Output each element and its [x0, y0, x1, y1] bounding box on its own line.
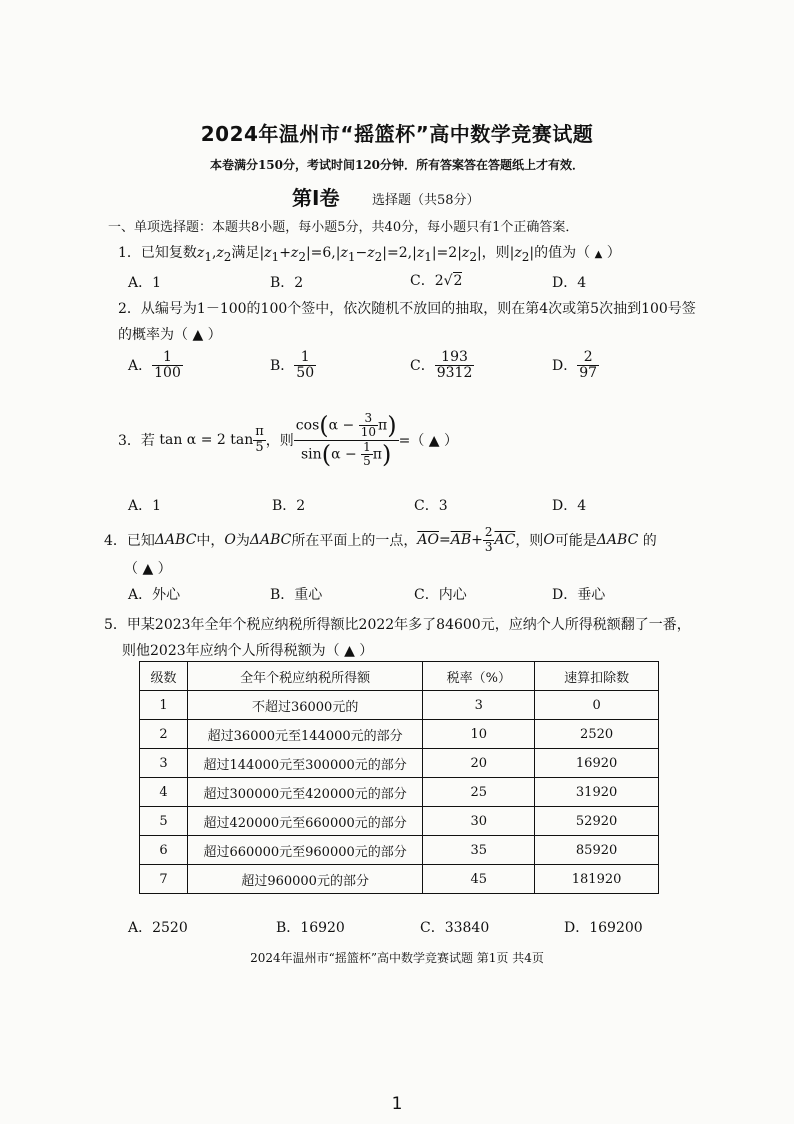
q4-option-a: A．外心 — [128, 587, 181, 603]
q1-option-d: D．4 — [552, 275, 587, 291]
q2-d-den: 97 — [579, 365, 598, 382]
table-row — [140, 778, 659, 807]
table-cell: 5 — [140, 807, 188, 836]
q2-c-den: 9312 — [436, 365, 473, 382]
q2-b-num: 1 — [294, 350, 316, 366]
q3-option-b: B．2 — [272, 498, 306, 514]
table-row — [140, 807, 659, 836]
question-1-stem: 1．已知复数$z_1,z_2$满足$|z_1+z_2|=6,|z_1-z_2|=2,|z_1|=2|z_2|$，则$|z_2|$的值为（ ▲ ） — [118, 245, 621, 264]
table-row — [140, 865, 659, 894]
table-row — [140, 836, 659, 865]
table-cell: 181920 — [535, 865, 659, 894]
q2-option-b — [270, 350, 316, 382]
table-cell: 超过960000元的部分 — [187, 865, 422, 894]
q1-text-a: 1．已知复数 — [118, 245, 197, 261]
q3-prefix: 3．若 — [118, 433, 155, 449]
question-2-line-2: 的概率为（ ▲ ） — [118, 327, 222, 343]
q4-text-g: 的 — [642, 533, 657, 549]
table-cell: 4 — [140, 778, 188, 807]
q4-text-c: 为 — [235, 533, 250, 549]
table-row — [140, 749, 659, 778]
q2-option-c-label: C． — [410, 357, 435, 374]
page-number: 1 — [391, 1094, 403, 1114]
q2-option-a-label: A． — [128, 357, 153, 374]
table-header-cell: 速算扣除数 — [535, 662, 659, 691]
table-header-cell: 级数 — [140, 662, 188, 691]
q1-text-d: 的值为（ — [534, 245, 591, 261]
table-header-cell: 全年个税应纳税所得额 — [187, 662, 422, 691]
q1-option-c: C．2√2 — [410, 273, 463, 289]
q4-text-a: 4．已知 — [104, 533, 155, 549]
table-cell: 1 — [140, 691, 188, 720]
table-row — [140, 691, 659, 720]
q5-option-b: B．16920 — [276, 920, 345, 936]
q4-text-e: ，则 — [515, 533, 544, 549]
table-cell: 3 — [423, 691, 535, 720]
q5-option-a: A．2520 — [128, 920, 188, 936]
q4-option-b: B．重心 — [270, 587, 323, 603]
q2-a-den: 100 — [154, 365, 181, 382]
table-cell: 31920 — [535, 778, 659, 807]
question-2-line-1: 2．从编号为1－100的100个签中，依次随机不放回的抽取，则在第4次或第5次抽到100号签 — [118, 301, 696, 317]
table-cell: 超过144000元至300000元的部分 — [187, 749, 422, 778]
table-cell: 35 — [423, 836, 535, 865]
tax-rate-table — [139, 661, 659, 894]
q1-option-b: B．2 — [270, 275, 304, 291]
q3-option-d: D．4 — [552, 498, 587, 514]
q3-option-a: A．1 — [128, 498, 162, 514]
table-cell: 25 — [423, 778, 535, 807]
q5-option-c: C．33840 — [420, 920, 490, 936]
q3-option-c: C．3 — [414, 498, 448, 514]
q1-text-b: 满足 — [231, 245, 260, 261]
table-cell: 不超过36000元的 — [187, 691, 422, 720]
q2-option-a — [128, 350, 183, 382]
q3-suffix: =（ ▲ ） — [398, 433, 458, 449]
q2-b-den: 50 — [296, 365, 315, 382]
page-title: 2024年温州市“摇篮杯”高中数学竞赛试题 — [200, 122, 594, 146]
q1-text-e: ） — [606, 245, 621, 261]
table-cell: 30 — [423, 807, 535, 836]
table-cell: 超过420000元至660000元的部分 — [187, 807, 422, 836]
q4-option-c: C．内心 — [414, 587, 467, 603]
q2-c-num: 193 — [435, 350, 475, 366]
q2-option-d — [552, 350, 599, 382]
exam-note: 本卷满分150分，考试时间120分钟．所有答案答在答题纸上才有效． — [209, 158, 585, 172]
q3-then: ，则 — [265, 433, 294, 449]
q1-text-c: ，则 — [481, 245, 510, 261]
q1-option-a: A．1 — [128, 275, 162, 291]
table-cell: 超过300000元至420000元的部分 — [187, 778, 422, 807]
table-header-cell: 税率（%） — [423, 662, 535, 691]
table-cell: 2520 — [535, 720, 659, 749]
table-cell: 10 — [423, 720, 535, 749]
table-cell: 超过36000元至144000元的部分 — [187, 720, 422, 749]
table-cell: 超过660000元至960000元的部分 — [187, 836, 422, 865]
table-cell: 16920 — [535, 749, 659, 778]
q2-option-d-label: D． — [552, 357, 578, 374]
part-subtitle: 选择题（共58分） — [372, 193, 480, 208]
q1-option-c-label: C． — [410, 273, 435, 289]
q4-option-d: D．垂心 — [552, 587, 606, 603]
q4-text-d: 所在平面上的一点， — [291, 533, 418, 549]
table-cell: 7 — [140, 865, 188, 894]
question-5-line-2: 则他2023年应纳个人所得税额为（ ▲ ） — [122, 643, 374, 659]
table-cell: 45 — [423, 865, 535, 894]
question-5-line-1: 5．甲某2023年全年个税应纳税所得额比2022年多了84600元，应纳个人所得税额翻了一番， — [104, 617, 691, 633]
table-cell: 6 — [140, 836, 188, 865]
part-title: 第Ⅰ卷 — [292, 186, 340, 210]
q2-a-num: 1 — [152, 350, 183, 366]
table-cell: 0 — [535, 691, 659, 720]
q4-text-f: 可能是 — [554, 533, 597, 549]
q5-option-d: D．169200 — [564, 920, 643, 936]
page-footer: 2024年温州市“摇篮杯”高中数学竞赛试题 第1页 共4页 — [250, 951, 544, 965]
table-cell: 3 — [140, 749, 188, 778]
table-cell: 2 — [140, 720, 188, 749]
table-cell: 52920 — [535, 807, 659, 836]
question-4-stem: 4．已知 ΔABC 中， O 为 ΔABC 所在平面上的一点， $\overline{AO}$ = $\overline{AB}$ + $\frac{2}{3}$ $\overline{AC}$ ，则 O 可能是 ΔABC 的 — [104, 525, 657, 554]
q2-option-b-label: B． — [270, 357, 295, 374]
table-cell: 20 — [423, 749, 535, 778]
table-header-row — [140, 662, 659, 691]
section-heading: 一、单项选择题：本题共8小题，每小题5分，共40分，每小题只有1个正确答案． — [108, 220, 579, 235]
question-3-stem: 3．若 tan α = 2 tan $\frac{\pi}{5}$ ，则 cos(α − $\frac{3}{10}$ π) sin(α − $\frac{1}{5}$ π) =（ ▲ ） — [118, 411, 458, 468]
q2-d-num: 2 — [577, 350, 599, 366]
q4-text-b: 中， — [196, 533, 225, 549]
table-cell: 85920 — [535, 836, 659, 865]
table-row — [140, 720, 659, 749]
question-4-line-2: （ ▲ ） — [124, 561, 172, 577]
q2-option-c — [410, 350, 474, 382]
